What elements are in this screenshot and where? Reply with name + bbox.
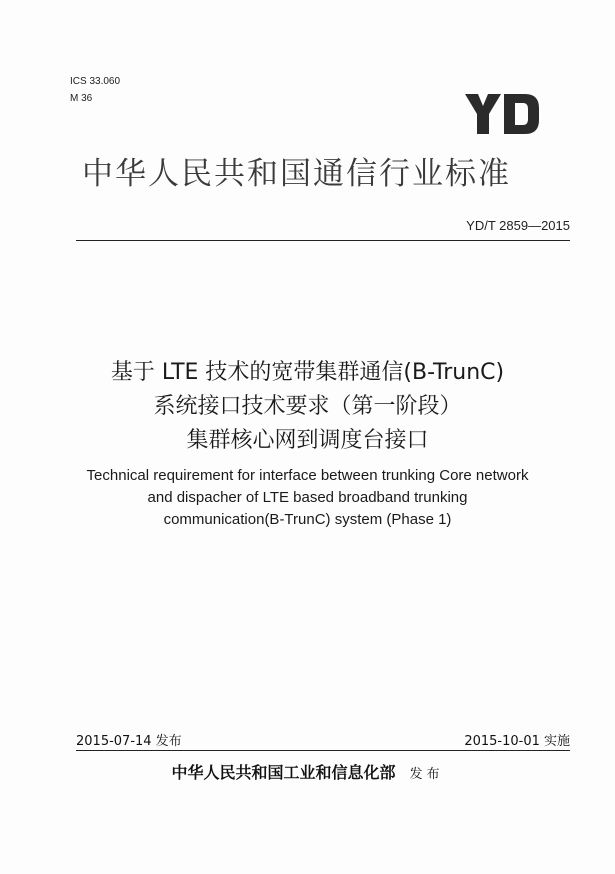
ics-code: ICS 33.060 (70, 76, 121, 87)
english-title-line-2: and dispacher of LTE based broadband trunking (147, 489, 468, 506)
footer-divider (76, 750, 570, 751)
standard-number: YD/T 2859—2015 (466, 218, 570, 233)
publisher-suffix: 发布 (409, 767, 444, 782)
chinese-title-line-2: 系统接口技术要求（第一阶段） (153, 394, 462, 419)
issue-date: 2015-07-14 发布 (76, 734, 182, 749)
implementation-date: 2015-10-01 实施 (464, 734, 570, 749)
ccs-code: M 36 (70, 93, 93, 104)
header-divider (76, 240, 570, 241)
chinese-title-line-3: 集群核心网到调度台接口 (186, 428, 429, 453)
english-title-line-3: communication(B-TrunC) system (Phase 1) (163, 511, 452, 528)
chinese-title-line-1: 基于 LTE 技术的宽带集群通信(B-TrunC) (110, 360, 505, 385)
organization-title: 中华人民共和国通信行业标准 (82, 156, 511, 192)
publisher-line (0, 760, 615, 783)
english-title-line-1: Technical requirement for interface between trunking Core network (86, 467, 529, 484)
yd-logo (463, 92, 541, 136)
publisher-name: 中华人民共和国工业和信息化部 (171, 763, 396, 782)
